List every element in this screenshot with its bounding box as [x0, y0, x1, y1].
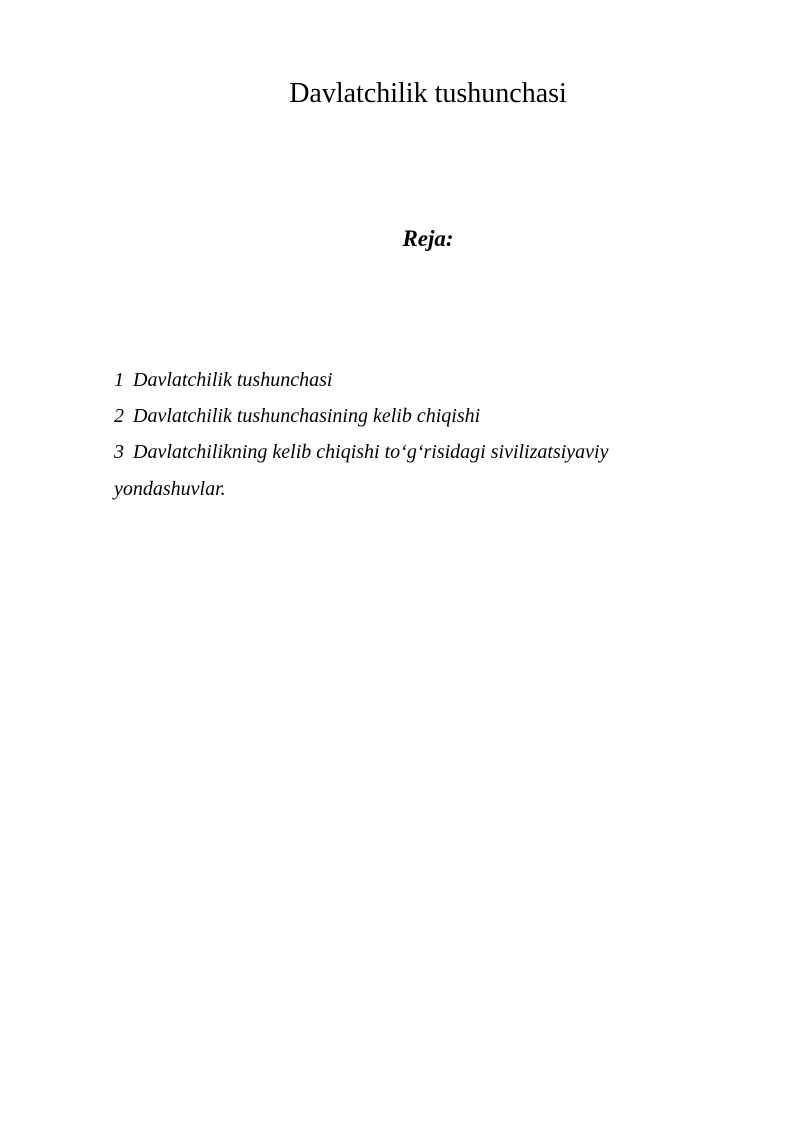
plan-list [114, 362, 674, 508]
plan-item [114, 434, 674, 470]
plan-item-number: 2 [114, 405, 124, 427]
plan-item-number: 3 [114, 441, 124, 463]
plan-item [114, 398, 674, 434]
plan-item-text: Davlatchilikning kelib chiqishi to‘g‘risidagi sivilizatsiyaviy [133, 441, 609, 463]
plan-item [114, 362, 674, 398]
plan-item-continuation: yondashuvlar. [114, 478, 226, 500]
document-title: Davlatchilik tushunchasi [289, 78, 567, 109]
plan-heading: Reja: [402, 226, 454, 251]
plan-item-text: Davlatchilik tushunchasining kelib chiqishi [133, 405, 481, 427]
plan-item-text: Davlatchilik tushunchasi [133, 369, 333, 391]
plan-item-number: 1 [114, 369, 124, 391]
